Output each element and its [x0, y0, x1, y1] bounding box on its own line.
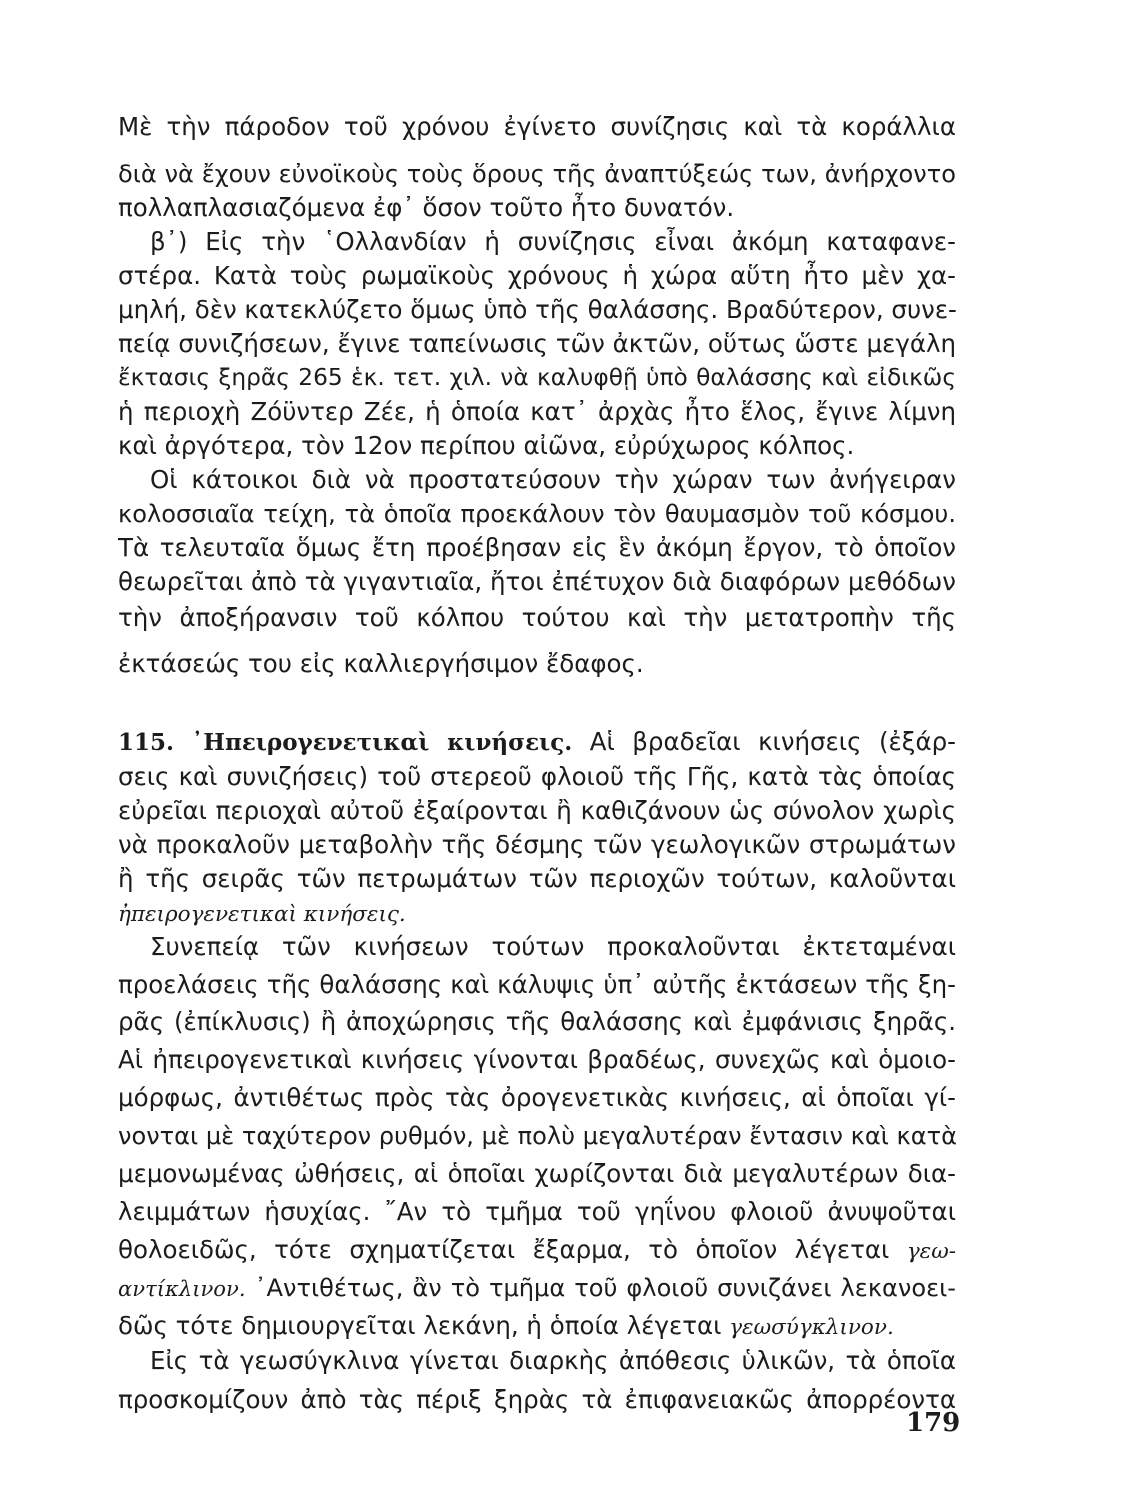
text-line: διὰ νὰ ἔχουν εὐνοϊκοὺς τοὺς ὅρους τῆς ἀναπτύξεώς των, ἀνήρχοντο	[118, 160, 956, 188]
text-segment: ᾿Αντιθέτως, ἂν τὸ τμῆμα τοῦ φλοιοῦ συνιζάνει λεκανοει-	[245, 1274, 956, 1302]
text-line: νονται μὲ ταχύτερον ρυθμόν, μὲ πολὺ μεγαλυτέραν ἔντασιν καὶ κατὰ	[118, 1122, 958, 1150]
term-italic: αντίκλινον.	[118, 1276, 246, 1301]
text-segment: δῶς τότε δημιουργεῖται λεκάνη, ἡ ὁποία λέγεται	[118, 1311, 730, 1340]
text-line: Αἱ ἠπειρογενετικαὶ κινήσεις γίνονται βραδέως, συνεχῶς καὶ ὁμοιο-	[118, 1045, 956, 1074]
text-line: πείᾳ συνιζήσεων, ἔγινε ταπείνωσις τῶν ἀκτῶν, οὕτως ὥστε μεγάλη	[118, 329, 956, 358]
text-line	[118, 1268, 956, 1308]
text-segment: θολοειδῶς, τότε σχηματίζεται ἔξαρμα, τὸ ὁποῖον λέγεται	[118, 1235, 907, 1264]
paragraph-start-line: Οἱ κάτοικοι διὰ νὰ προστατεύσουν τὴν χώραν των ἀνήγειραν	[150, 465, 956, 494]
text-line: τὴν ἀποξήρανσιν τοῦ κόλπου τούτου καὶ τὴν μετατροπὴν τῆς	[118, 603, 956, 632]
text-line: ἡ περιοχὴ Ζόϋντερ Ζέε, ἡ ὁποία κατ᾽ ἀρχὰς ἦτο ἕλος, ἔγινε λίμνη	[118, 397, 956, 426]
text-line: στέρα. Κατὰ τοὺς ρωμαϊκοὺς χρόνους ἡ χώρα αὕτη ἦτο μὲν χα-	[118, 261, 956, 290]
text-line: μεμονωμένας ὠθήσεις, αἱ ὁποῖαι χωρίζονται διὰ μεγαλυτέρων δια-	[118, 1159, 956, 1188]
text-line: Τὰ τελευταῖα ὅμως ἔτη προέβησαν εἰς ἓν ἀκόμη ἔργον, τὸ ὁποῖον	[118, 533, 956, 562]
text-line: προσκομίζουν ἀπὸ τὰς πέριξ ξηρὰς τὰ ἐπιφανειακῶς ἀπορρέοντα	[118, 1385, 956, 1414]
text-line: ἐκτάσεώς του εἰς καλλιεργήσιμον ἔδαφος.	[118, 649, 644, 678]
section-heading-line	[118, 722, 956, 762]
section-heading: 115. ᾿Ηπειρογενετικαὶ κινήσεις.	[118, 729, 573, 756]
text-line: ἢ τῆς σειρᾶς τῶν πετρωμάτων τῶν περιοχῶν τούτων, καλοῦνται	[118, 864, 956, 893]
text-line: καὶ ἀργότερα, τὸν 12ον περίπου αἰῶνα, εὐρύχωρος κόλπος.	[118, 431, 855, 460]
text-line	[118, 1230, 956, 1270]
paragraph-start-line: β᾽) Εἰς τὴν ῾Ολλανδίαν ἡ συνίζησις εἶναι ἀκόμη καταφανε-	[150, 227, 956, 256]
term-italic: γεω-	[906, 1239, 956, 1264]
text-line: ρᾶς (ἐπίκλυσις) ἢ ἀποχώρησις τῆς θαλάσσης καὶ ἐμφάνισις ξηρᾶς.	[118, 1007, 956, 1036]
page-number: 179	[906, 1408, 961, 1438]
text-line: μόρφως, ἀντιθέτως πρὸς τὰς ὀρογενετικὰς κινήσεις, αἱ ὁποῖαι γί-	[118, 1083, 956, 1112]
text-line: ἔκτασις ξηρᾶς 265 ἑκ. τετ. χιλ. νὰ καλυφθῇ ὑπὸ θαλάσσης καὶ εἰδικῶς	[118, 364, 956, 391]
paragraph-start-line: Συνεπείᾳ τῶν κινήσεων τούτων προκαλοῦνται ἐκτεταμέναι	[150, 932, 956, 961]
text-line: προελάσεις τῆς θαλάσσης καὶ κάλυψις ὑπ᾽ αὐτῆς ἐκτάσεων τῆς ξη-	[118, 970, 956, 999]
text-line: κολοσσιαῖα τείχη, τὰ ὁποῖα προεκάλουν τὸν θαυμασμὸν τοῦ κόσμου.	[118, 500, 956, 528]
text-line: νὰ προκαλοῦν μεταβολὴν τῆς δέσμης τῶν γεωλογικῶν στρωμάτων	[118, 830, 956, 859]
text-segment: Αἱ βραδεῖαι κινήσεις (ἐξάρ-	[572, 727, 956, 756]
text-line: πολλαπλασιαζόμενα ἐφ᾽ ὅσον τοῦτο ἦτο δυνατόν.	[118, 193, 735, 222]
term-italic: γεωσύγκλινον.	[729, 1315, 894, 1340]
text-line: θεωρεῖται ἀπὸ τὰ γιγαντιαῖα, ἤτοι ἐπέτυχον διὰ διαφόρων μεθόδων	[118, 567, 956, 596]
text-line: Μὲ τὴν πάροδον τοῦ χρόνου ἐγίνετο συνίζησις καὶ τὰ κοράλλια	[118, 112, 956, 141]
term-italic: ἠπειρογενετικαὶ κινήσεις.	[118, 902, 406, 927]
text-line: λειμμάτων ἡσυχίας. ῎Αν τὸ τμῆμα τοῦ γηΐνου φλοιοῦ ἀνυψοῦται	[118, 1197, 956, 1226]
text-line	[118, 1306, 956, 1346]
text-line: εὐρεῖαι περιοχαὶ αὐτοῦ ἐξαίρονται ἢ καθιζάνουν ὡς σύνολον χωρὶς	[118, 796, 956, 825]
text-line: σεις καὶ συνιζήσεις) τοῦ στερεοῦ φλοιοῦ τῆς Γῆς, κατὰ τὰς ὁποίας	[118, 762, 956, 791]
text-line: μηλή, δὲν κατεκλύζετο ὅμως ὑπὸ τῆς θαλάσσης. Βραδύτερον, συνε-	[118, 295, 957, 324]
paragraph-start-line: Εἰς τὰ γεωσύγκλινα γίνεται διαρκὴς ἀπόθεσις ὑλικῶν, τὰ ὁποῖα	[150, 1346, 956, 1375]
